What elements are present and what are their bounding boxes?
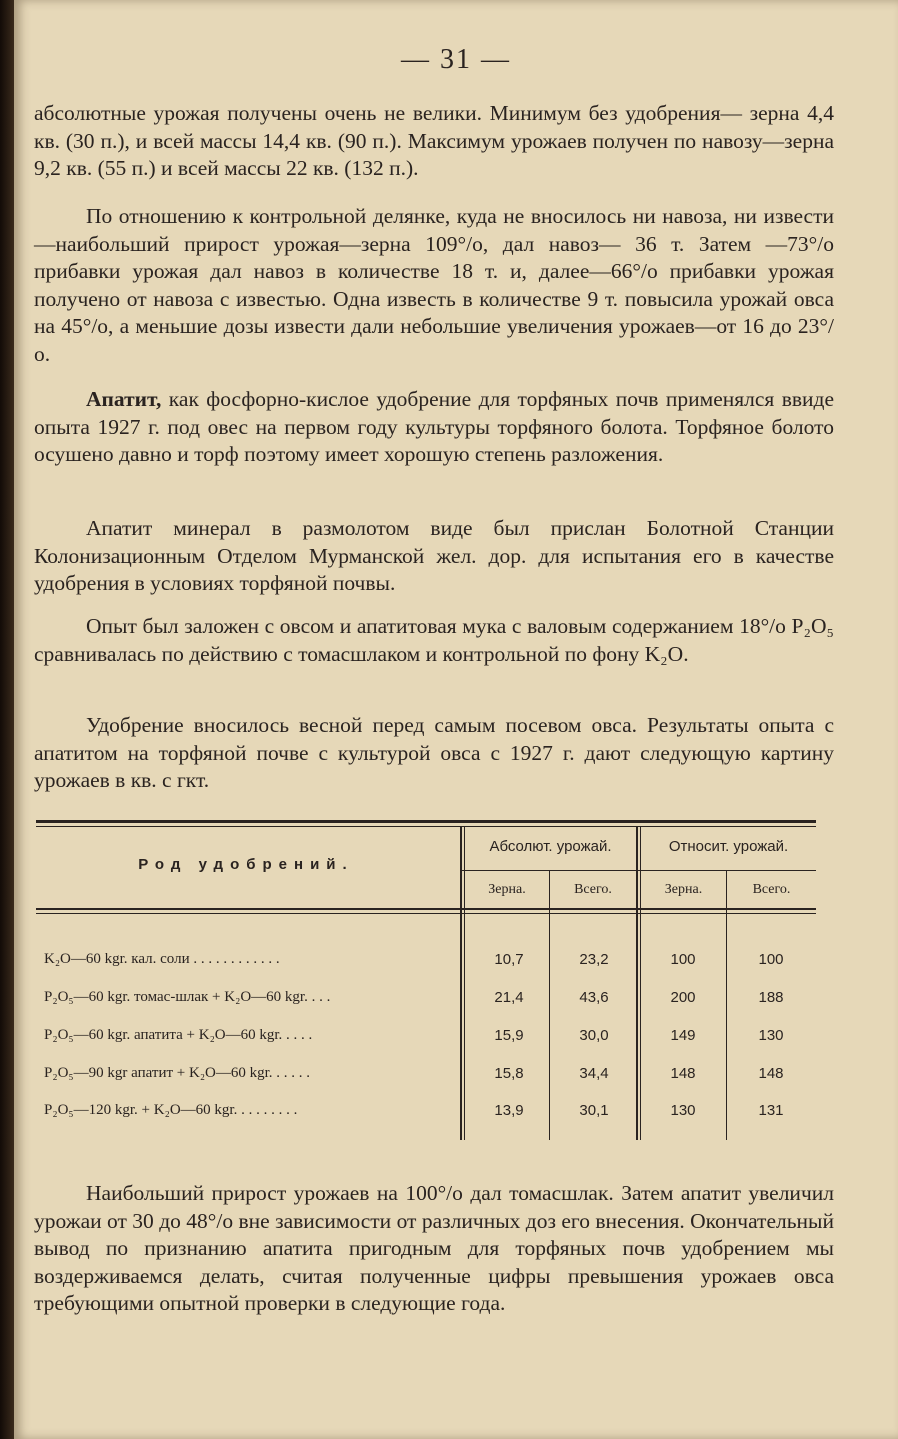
paragraph-3 [34, 386, 834, 469]
paragraph-1: абсолютные урожая получены очень не велики. Минимум без удобрения— зерна 4,4 кв. (30 п.), и всей массы 14,4 кв. (90 п.). Максимум урожаев получен по навозу—зерна 9,2 кв. (55 п.) и всей массы 22 кв. (132 п.). [34, 101, 834, 180]
paragraph-3-text: как фосфорно-кислое удобрение для торфяных почв применялся ввиде опыта 1927 г. под овес на первом году культуры торфяного болота. Торфяное болото осушено давно и торф поэтому имеет хорошую степень разложения. [34, 387, 834, 466]
paragraph-4: Апатит минерал в размолотом виде был прислан Болотной Станции Колонизационным Отделом Мурманской жел. дор. для испытания его в качестве удобрения в условиях торфяной почвы. [34, 516, 834, 595]
row-label: P₂O₅—60 kgr. апатита + K₂O—60 kgr. . . . . [44, 1027, 313, 1043]
header-abs-total: Всего. [574, 882, 612, 897]
rel-grain-value: 100 [670, 951, 696, 968]
abs-total-value: 30,1 [579, 1102, 609, 1119]
row-label: P₂O₅—120 kgr. + K₂O—60 kgr. . . . . . . . . [44, 1102, 298, 1118]
abs-total-value: 34,4 [579, 1065, 609, 1082]
paragraph-6: Удобрение вносилось весной перед самым посевом овса. Результаты опыта с апатитом на торфяной почве с культурой овса с 1927 г. дают следующую картину урожаев в кв. с гкт. [34, 713, 834, 792]
table-row [36, 1065, 816, 1095]
abs-total-value: 23,2 [579, 951, 609, 968]
abs-grain-value: 21,4 [494, 989, 524, 1006]
abs-grain-value: 15,8 [494, 1065, 524, 1082]
rel-grain-value: 130 [670, 1102, 696, 1119]
rel-total-value: 131 [758, 1102, 784, 1119]
table-header-rule-thin [36, 913, 816, 914]
header-fertilizer-type: Род удобрений. [138, 856, 354, 873]
header-relative-yield: Относит. урожай. [668, 838, 789, 855]
rel-total-value: 100 [758, 951, 784, 968]
table-row [36, 1027, 816, 1057]
paragraph-lead-word: Апатит, [86, 387, 162, 411]
rel-grain-value: 149 [670, 1027, 696, 1044]
row-label: K₂O—60 kgr. кал. соли . . . . . . . . . . . . [44, 951, 280, 967]
abs-total-value: 43,6 [579, 989, 609, 1006]
paragraph-5: Опыт был заложен с овсом и апатитовая мука с валовым содержанием 18°/о P₂O₅ сравнивалась по действию с томасшлаком и контрольной по фону K₂O. [34, 614, 834, 666]
rel-total-value: 148 [758, 1065, 784, 1082]
row-label: P₂O₅—60 kgr. томас-шлак + K₂O—60 kgr. . . . [44, 989, 331, 1005]
book-spine-edge [0, 0, 14, 1439]
row-label: P₂O₅—90 kgr апатит + K₂O—60 kgr. . . . . . [44, 1065, 311, 1081]
table-top-rule-thin [36, 826, 816, 827]
table-row [36, 951, 816, 981]
table-header-rule [36, 908, 816, 910]
header-abs-grain: Зерна. [488, 882, 526, 897]
header-rel-total: Всего. [752, 882, 791, 897]
table-top-rule [36, 820, 816, 823]
abs-grain-value: 10,7 [494, 951, 524, 968]
paragraph-7: Наибольший прирост урожаев на 100°/о дал томасшлак. Затем апатит увеличил урожаи от 30 до 48°/о вне зависимости от различных доз его внесения. Окончательный вывод по признанию апатита пригодным для торфяных почв удобрением мы воздерживаемся делать, считая полученные цифры превышения урожаев овса требующими опытной проверки в следующие года. [34, 1181, 834, 1315]
abs-grain-value: 15,9 [494, 1027, 524, 1044]
rel-total-value: 188 [758, 989, 784, 1006]
rel-grain-value: 148 [670, 1065, 696, 1082]
table-row [36, 989, 816, 1019]
header-absolute-yield: Абсолют. урожай. [489, 838, 612, 855]
header-rel-grain: Зерна. [664, 882, 703, 897]
book-page [14, 0, 898, 1439]
table-group-rule [462, 870, 816, 871]
yield-table [36, 818, 836, 1140]
rel-grain-value: 200 [670, 989, 696, 1006]
rel-total-value: 130 [758, 1027, 784, 1044]
page-number: — 31 — [401, 44, 511, 75]
table-row [36, 1102, 816, 1132]
paragraph-2: По отношению к контрольной делянке, куда не вносилось ни навоза, ни извести—наибольший прирост урожая—зерна 109°/о, дал навоз— 36 т. Затем —73°/о прибавки урожая дал навоз в количестве 18 т. и, далее—66°/о прибавки урожая получено от навоза с известью. Одна известь в количестве 9 т. повысила урожай овса на 45°/о, а меньшие дозы извести дали небольшие увеличения урожаев—от 16 до 23°/о. [34, 204, 834, 366]
abs-total-value: 30,0 [579, 1027, 609, 1044]
abs-grain-value: 13,9 [494, 1102, 524, 1119]
